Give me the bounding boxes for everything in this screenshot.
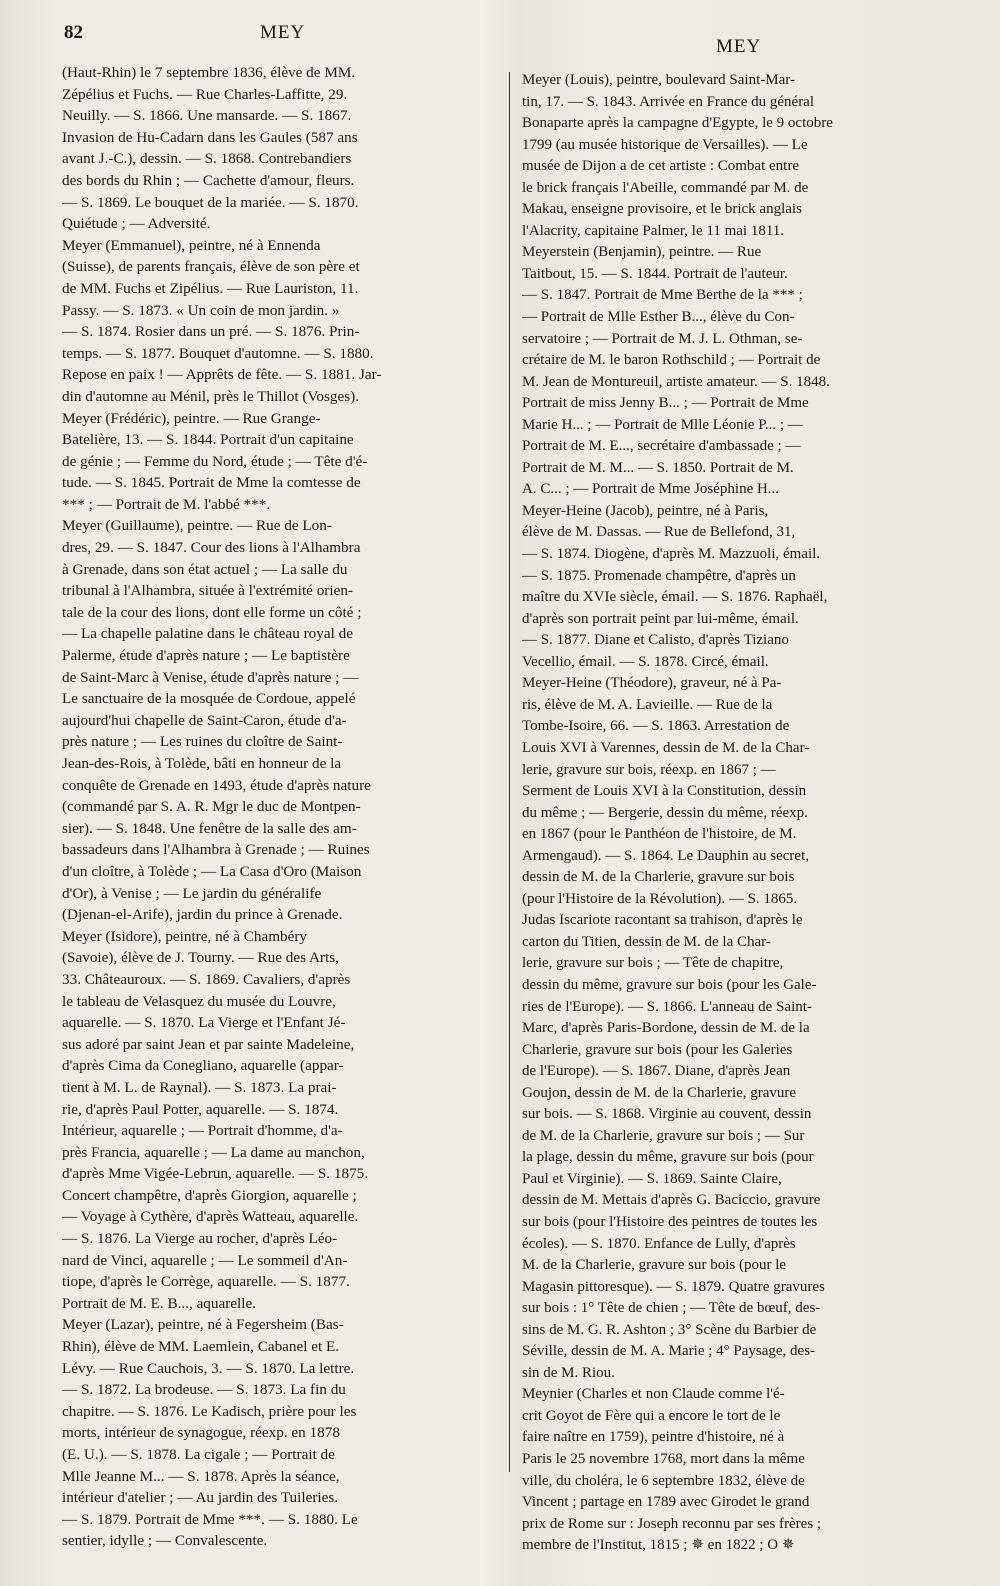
running-head-right: MEY [716, 36, 762, 57]
text-line: lerie, gravure sur bois ; — Tête de chapitre, [522, 955, 784, 972]
text-line: — Voyage à Cythère, d'après Watteau, aquarelle. [62, 1208, 359, 1226]
text-line: tale de la cour des lions, dont elle forme un côté ; [62, 603, 362, 621]
text-line: (Djenan-el-Arife), jardin du prince à Grenade. [62, 906, 343, 924]
text-line: Vincent ; partage en 1789 avec Girodet le grand [522, 1494, 810, 1511]
text-line: Paul et Virginie). — S. 1869. Sainte Claire, [522, 1170, 782, 1187]
text-line: Paris le 25 novembre 1768, mort dans la même [522, 1451, 805, 1467]
text-line: de MM. Fuchs et Zipélius. — Rue Lauriston, 11. [62, 279, 359, 297]
text-line: Bonaparte après la campagne d'Egypte, le 9 octobre [522, 115, 833, 132]
text-line: carton du Titien, dessin de M. de la Char- [522, 933, 771, 950]
text-line: Meyer (Louis), peintre, boulevard Saint-Mar- [522, 72, 795, 88]
text-line: Batelière, 13. — S. 1844. Portrait d'un capitaine [62, 431, 354, 449]
text-line: la plage, dessin du même, gravure sur bois (pour [522, 1149, 814, 1166]
text-line: Neuilly. — S. 1866. Une mansarde. — S. 1867. [62, 107, 352, 125]
text-line: tude. — S. 1845. Portrait de Mme la comtesse de [62, 474, 361, 492]
text-line: Tombe-Isoire, 66. — S. 1863. Arrestation de [522, 718, 790, 735]
text-line: dessin du même, gravure sur bois (pour les Gale- [522, 976, 817, 993]
text-line: tient à M. L. de Raynal). — S. 1873. La prai- [62, 1078, 337, 1096]
text-line: Meyer (Guillaume), peintre. — Rue de Lon- [62, 517, 332, 535]
text-line: l'Alacrity, capitaine Palmer, le 11 mai 1811. [522, 222, 785, 239]
text-line: Meyer-Heine (Jacob), peintre, né à Paris, [522, 502, 769, 519]
text-line: sin de M. Riou. [522, 1364, 615, 1381]
text-line: Makau, enseigne provisoire, et le brick anglais [522, 201, 802, 218]
text-line: Meyer (Emmanuel), peintre, né à Ennenda [62, 236, 321, 254]
text-line: intérieur d'atelier ; — Au jardin des Tuileries. [62, 1489, 339, 1507]
text-line: à Grenade, dans son état actuel ; — La salle du [62, 560, 348, 578]
text-line: Magasin pittoresque). — S. 1879. Quatre gravures [522, 1278, 825, 1295]
text-line: 1799 (au musée historique de Versailles). — Le [522, 136, 808, 153]
text-line: A. C... ; — Portrait de Mme Joséphine H... [522, 481, 780, 498]
text-line: prix de Rome sur : Joseph reconnu par ses frères ; [522, 1515, 822, 1532]
text-line: Zépélius et Fuchs. — Rue Charles-Laffitte, 29. [62, 85, 348, 103]
text-line: ville, du choléra, le 6 septembre 1832, élève de [522, 1472, 805, 1489]
text-line: Serment de Louis XVI à la Constitution, dessin [522, 783, 807, 800]
text-line: morts, intérieur de synagogue, réexp. en 1878 [62, 1424, 340, 1442]
text-line: en 1867 (pour le Panthéon de l'histoire, de M. [522, 826, 797, 843]
text-line: Armengaud). — S. 1864. Le Dauphin au secret, [522, 847, 810, 864]
text-line: écoles). — S. 1870. Enfance de Lully, d'après [522, 1235, 796, 1252]
text-line: Portrait de M. M... — S. 1850. Portrait de M. [522, 459, 794, 476]
text-line: Goujon, dessin de M. de la Charlerie, gravure [522, 1084, 797, 1101]
text-line: Le sanctuaire de la mosquée de Cordoue, appelé [62, 690, 356, 708]
text-line: tin, 17. — S. 1843. Arrivée en France du général [522, 93, 815, 110]
text-line: Séville, dessin de M. A. Marie ; 4° Paysage, des- [522, 1343, 816, 1360]
text-line: tribunal à l'Alhambra, située à l'extrémité orien- [62, 582, 353, 600]
text-line: (Suisse), de parents français, élève de son père et [62, 258, 360, 276]
text-line: membre de l'Institut, 1815 ; ✵ en 1822 ; O ✵ [522, 1537, 795, 1554]
text-line: din d'automne au Ménil, près le Thillot (Vosges). [62, 387, 360, 405]
text-line: — S. 1869. Le bouquet de la mariée. — S. 1870. [62, 193, 359, 211]
text-line: — Portrait de Mlle Esther B..., élève du Con- [522, 309, 795, 326]
text-line: crétaire de M. le baron Rothschild ; — Portrait de [522, 352, 821, 369]
text-line: Lévy. — Rue Cauchois, 3. — S. 1870. La lettre. [62, 1359, 355, 1377]
text-line: le brick français l'Abeille, commandé par M. de [522, 179, 809, 196]
text-line: conquête de Grenade en 1493, étude d'après nature [62, 776, 371, 794]
text-line: — S. 1847. Portrait de Mme Berthe de la *** ; [522, 287, 803, 304]
text-line: d'un cloître, à Tolède ; — La Casa d'Oro (Maison [62, 862, 362, 880]
text-line: d'après son portrait peint par lui-même, émail. [522, 610, 799, 627]
text-line: Palerme, étude d'après nature ; — Le baptistère [62, 647, 350, 665]
text-line: avant J.-C.), dessin. — S. 1868. Contrebandiers [62, 150, 352, 168]
text-line: — S. 1872. La brodeuse. — S. 1873. La fin du [62, 1381, 346, 1399]
text-line: crit Goyot de Fère qui a encore le tort de le [522, 1407, 781, 1424]
text-line: — S. 1874. Diogène, d'après M. Mazzuoli, émail. [522, 546, 821, 563]
text-line: Marc, d'après Paris-Bordone, dessin de M. de la [522, 1020, 810, 1037]
text-line: d'après Mme Vigée-Lebrun, aquarelle. — S. 1875. [62, 1165, 369, 1183]
text-line: ries de l'Europe). — S. 1866. L'anneau de Saint- [522, 998, 812, 1015]
text-line: Meyer (Lazar), peintre, né à Fegersheim (Bas- [62, 1316, 344, 1334]
text-line: Meyer (Isidore), peintre, né à Chambéry [62, 927, 308, 945]
text-line: Repose en paix ! — Apprêts de fête. — S. 1881. Jar- [62, 366, 382, 384]
text-line: — S. 1874. Rosier dans un pré. — S. 1876. Prin- [62, 323, 360, 341]
text-line: sur bois (pour l'Histoire des peintres de toutes les [522, 1213, 818, 1230]
text-line: du même ; — Bergerie, dessin du même, réexp. [522, 804, 808, 821]
text-line: temps. — S. 1877. Bouquet d'automne. — S. 1880. [62, 344, 374, 362]
text-line: de l'Europe). — S. 1867. Diane, d'après Jean [522, 1063, 791, 1080]
text-line: Meyer (Frédéric), peintre. — Rue Grange- [62, 409, 321, 427]
text-line: *** ; — Portrait de M. l'abbé ***. [62, 495, 271, 513]
text-line: sur bois. — S. 1868. Virginie au couvent, dessin [522, 1106, 812, 1123]
text-line: bassadeurs dans l'Alhambra à Grenade ; — Ruines [62, 841, 370, 859]
text-line: Quiétude ; — Adversité. [62, 215, 211, 233]
text-line: (Haut-Rhin) le 7 septembre 1836, élève de MM. [62, 64, 356, 81]
text-line: Louis XVI à Varennes, dessin de M. de la Char- [522, 739, 810, 756]
text-line: Passy. — S. 1873. « Un coin de mon jardin. » [62, 301, 340, 319]
text-line: Meyerstein (Benjamin), peintre. — Rue [522, 244, 762, 261]
text-line: aquarelle. — S. 1870. La Vierge et l'Enfant Jé- [62, 1014, 346, 1032]
text-line: Portrait de M. E. B..., aquarelle. [62, 1294, 257, 1312]
text-line: Taitbout, 15. — S. 1844. Portrait de l'auteur. [522, 265, 788, 282]
text-line: maître du XVIe siècle, émail. — S. 1876. Raphaël, [522, 589, 828, 606]
text-line: lerie, gravure sur bois, réexp. en 1867 ; — [522, 761, 776, 778]
text-line: (Savoie), élève de J. Tourny. — Rue des Arts, [62, 949, 339, 967]
text-line: Charlerie, gravure sur bois (pour les Galeries [522, 1041, 793, 1058]
text-line: dessin de M. de la Charlerie, gravure sur bois [522, 869, 795, 886]
text-line: dessin de M. Mettais d'après G. Baciccio, gravure [522, 1192, 821, 1209]
text-line: — S. 1879. Portrait de Mme ***. — S. 1880. Le [62, 1510, 358, 1528]
text-line: Concert champêtre, d'après Giorgion, aquarelle ; [62, 1186, 357, 1204]
text-line: Rhin), élève de MM. Laemlein, Cabanel et E. [62, 1338, 340, 1356]
text-line: d'après Cima da Conegliano, aquarelle (appar- [62, 1057, 344, 1075]
text-line: Judas Iscariote racontant sa trahison, d'après le [522, 912, 803, 929]
text-line: rie, d'après Paul Potter, aquarelle. — S. 1874. [62, 1100, 339, 1118]
text-line: — La chapelle palatine dans le château royal de [62, 625, 353, 643]
text-line: sins de M. G. R. Ashton ; 3° Scène du Barbier de [522, 1321, 817, 1338]
text-line: Jean-des-Rois, à Tolède, bâti en honneur de la [62, 755, 342, 772]
left-column [62, 62, 490, 1562]
text-line: sier). — S. 1848. Une fenêtre de la salle des am- [62, 819, 357, 837]
text-line: Portrait de M. E..., secrétaire d'ambassade ; — [522, 438, 801, 455]
text-line: sentier, idylle ; — Convalescente. [62, 1532, 268, 1550]
text-line: Meyer-Heine (Théodore), graveur, né à Pa- [522, 675, 782, 692]
text-line: près nature ; — Les ruines du cloître de Saint- [62, 733, 343, 751]
text-line: Marie H... ; — Portrait de Mlle Léonie P... ; — [522, 416, 803, 433]
text-line: chapitre. — S. 1876. Le Kadisch, prière pour les [62, 1402, 357, 1420]
text-line: (pour l'Histoire de la Révolution). — S. 1865. [522, 890, 798, 907]
right-column [522, 70, 942, 1570]
text-line: ris, élève de M. A. Lavieille. — Rue de la [522, 696, 773, 713]
text-line: de Saint-Marc à Venise, étude d'après nature ; — [62, 668, 359, 686]
text-line: Portrait de miss Jenny B... ; — Portrait de Mme [522, 395, 809, 412]
text-line: servatoire ; — Portrait de M. J. L. Othman, se- [522, 330, 803, 347]
text-line: 33. Châteauroux. — S. 1869. Cavaliers, d'après [62, 970, 351, 988]
text-line: le tableau de Velasquez du musée du Louvre, [62, 992, 336, 1010]
text-line: — S. 1877. Diane et Calisto, d'après Tiziano [522, 632, 789, 649]
text-line: tiope, d'après le Corrège, aquarelle. — S. 1877. [62, 1273, 350, 1291]
running-head-left: MEY [260, 22, 306, 43]
text-line: de génie ; — Femme du Nord, étude ; — Tête d'é- [62, 452, 368, 470]
text-line: (commandé par S. A. R. Mgr le duc de Montpen- [62, 798, 361, 816]
text-line: élève de M. Dassas. — Rue de Bellefond, 31, [522, 524, 796, 541]
text-line: de M. de la Charlerie, gravure sur bois ; — Sur [522, 1127, 805, 1144]
column-divider [509, 72, 510, 1472]
text-line: Invasion de Hu-Cadarn dans les Gaules (587 ans [62, 128, 358, 146]
text-line: — S. 1875. Promenade champêtre, d'après un [522, 567, 796, 584]
text-line: musée de Dijon a de cet artiste : Combat entre [522, 158, 799, 175]
text-line: Mlle Jeanne M... — S. 1878. Après la séance, [62, 1467, 340, 1485]
text-line: d'Or), à Venise ; — Le jardin du généralife [62, 884, 322, 902]
text-line: (E. U.). — S. 1878. La cigale ; — Portrait de [62, 1446, 335, 1463]
text-line: sus adoré par saint Jean et par sainte Madeleine, [62, 1035, 355, 1053]
text-line: aujourd'hui chapelle de Saint-Caron, étude d'a- [62, 711, 347, 729]
page-number: 82 [64, 22, 83, 43]
text-line: nard de Vinci, aquarelle ; — Le sommeil d'An- [62, 1251, 348, 1269]
text-line: dres, 29. — S. 1847. Cour des lions à l'Alhambra [62, 539, 361, 557]
text-line: Intérieur, aquarelle ; — Portrait d'homme, d'a- [62, 1122, 343, 1140]
text-line: près Francia, aquarelle ; — La dame au manchon, [62, 1143, 365, 1161]
text-line: — S. 1876. La Vierge au rocher, d'après Léo- [62, 1230, 338, 1248]
text-line: M. Jean de Montureuil, artiste amateur. — S. 1848. [522, 373, 830, 390]
text-line: faire naître en 1759), peintre d'histoire, né à [522, 1429, 785, 1446]
text-line: Vecellio, émail. — S. 1878. Circé, émail. [522, 653, 769, 670]
text-line: sur bois : 1° Tête de chien ; — Tête de bœuf, des- [522, 1300, 821, 1317]
text-line: M. de la Charlerie, gravure sur bois (pour le [522, 1257, 787, 1274]
text-line: des bords du Rhin ; — Cachette d'amour, fleurs. [62, 171, 355, 189]
text-line: Meynier (Charles et non Claude comme l'é- [522, 1386, 785, 1403]
